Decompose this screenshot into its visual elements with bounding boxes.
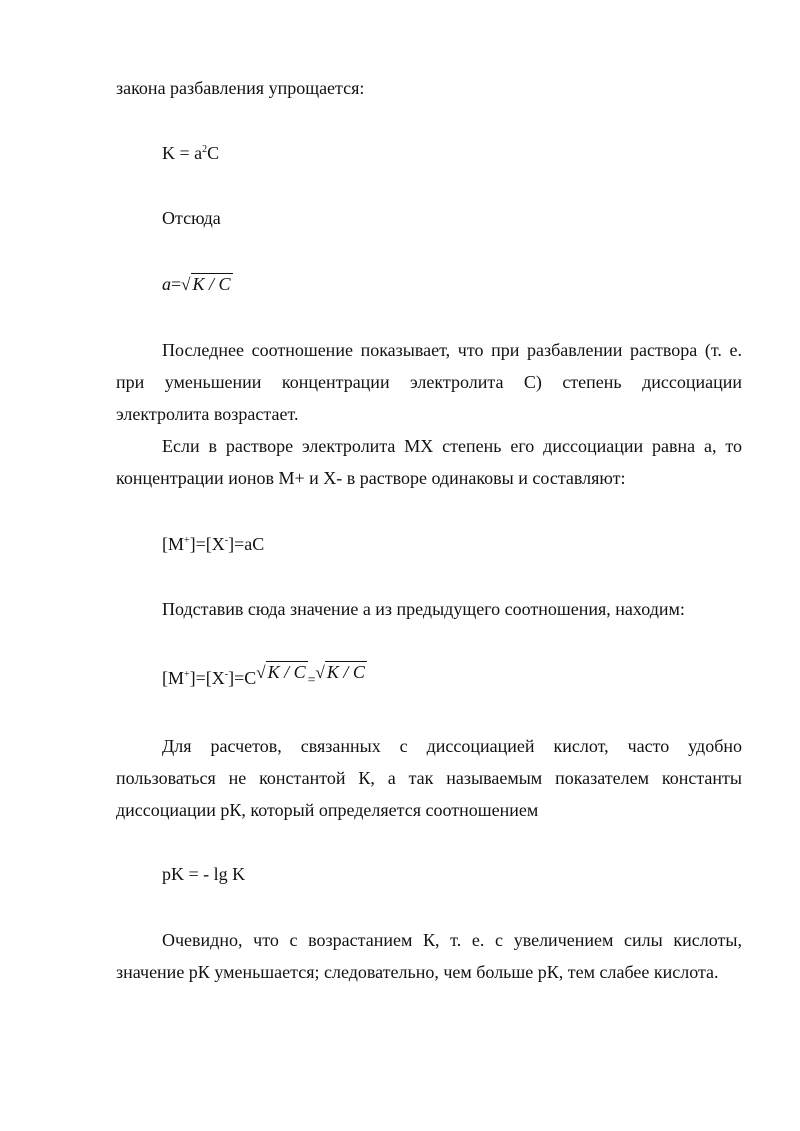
sqrt-k-over-c bbox=[181, 268, 232, 301]
eq3-part-c: ]=aC bbox=[228, 534, 265, 554]
equation-ion-concentrations bbox=[162, 528, 264, 560]
eq1-right: C bbox=[207, 143, 220, 163]
eq4-part-b: ]=[X bbox=[189, 668, 225, 688]
eq3-part-b: ]=[X bbox=[189, 534, 225, 554]
radicand-1: K / C bbox=[267, 662, 306, 682]
paragraph-dilution: Последнее соотношение показывает, что при разбавлении раствора (т. е. при уменьшении концентрации электролита С) степень диссоциации электролита возрастает. bbox=[116, 340, 742, 424]
equation-k-a2c bbox=[162, 137, 219, 169]
eq4-plus: + bbox=[184, 669, 190, 680]
eq4-equals: = bbox=[307, 673, 316, 688]
paragraph-pk-conclusion: Очевидно, что с возрастанием К, т. е. с увеличением силы кислоты, значение рК уменьшается; следовательно, чем больше рК, тем слабее кислота. bbox=[116, 930, 742, 982]
otsyuda-text: Отсюда bbox=[162, 208, 221, 228]
eq3-plus: + bbox=[184, 535, 190, 546]
sqrt-k-over-c-2 bbox=[316, 656, 367, 689]
eq1-exponent: 2 bbox=[202, 144, 208, 155]
eq1-left: K = a bbox=[162, 143, 203, 163]
intro-text: закона разбавления упрощается: bbox=[116, 78, 365, 98]
substitution-text: Подставив сюда значение а из предыдущего соотношения, находим: bbox=[162, 599, 685, 619]
equation-pk: pK = - lg K bbox=[162, 864, 246, 884]
sqrt-symbol: √ bbox=[315, 663, 325, 682]
eq3-minus: - bbox=[224, 535, 229, 546]
sqrt-symbol: √ bbox=[256, 663, 266, 682]
eq3-part-a: [M bbox=[162, 534, 184, 554]
equation-a-sqrt bbox=[162, 268, 233, 301]
paragraph-pk-definition: Для расчетов, связанных с диссоциацией кислот, часто удобно пользоваться не константой К, а так называемым показателем константы диссоциации рК, который определяется соотношением bbox=[116, 736, 742, 820]
eq4-part-c: ]=C bbox=[228, 668, 257, 688]
radicand-2: K / C bbox=[326, 662, 365, 682]
eq4-part-a: [M bbox=[162, 668, 184, 688]
paragraph-mx-ions: Если в растворе электролита МХ степень его диссоциации равна а, то концентрации ионов М+ и Х- в растворе одинаковы и составляют: bbox=[116, 436, 742, 488]
sqrt-symbol: √ bbox=[181, 275, 191, 294]
equation-substituted bbox=[162, 662, 367, 697]
eq4-minus: - bbox=[224, 669, 229, 680]
sqrt-k-over-c-1 bbox=[256, 656, 307, 689]
eq2-lhs: a bbox=[162, 274, 171, 294]
eq2-eq: = bbox=[171, 274, 182, 294]
radicand: K / C bbox=[192, 274, 231, 294]
